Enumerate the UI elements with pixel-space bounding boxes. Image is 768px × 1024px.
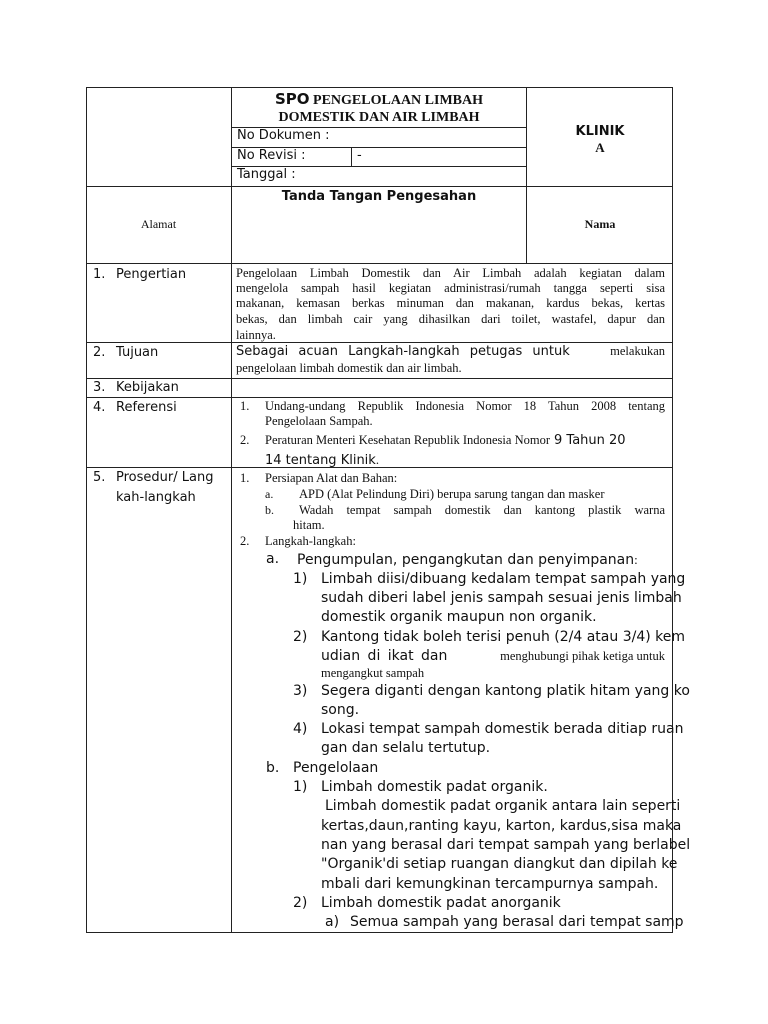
pengertian-line-3: makanan, kemasan berkas minuman dan makanan, kardus bekas, kertas xyxy=(236,296,665,310)
item-a3-line1: Segera diganti dengan kantong platik hitam yang ko xyxy=(321,683,690,699)
document-title-line1 xyxy=(232,90,526,109)
column-divider xyxy=(231,87,232,933)
substep-b-text: Pengelolaan xyxy=(293,760,379,776)
header-bottom-line xyxy=(86,186,673,187)
tujuan-text-a: Sebagai acuan Langkah-langkah petugas untuk xyxy=(236,344,570,359)
revision-divider xyxy=(351,147,352,167)
table-border-top xyxy=(86,87,673,88)
revision-value: - xyxy=(357,148,362,163)
referensi-item2-text-c: 14 tentang Klinik xyxy=(265,453,376,468)
substep-a-number: a. xyxy=(266,551,280,567)
section-number-prosedur: 5. xyxy=(93,470,106,485)
pengertian-line-1: Pengelolaan Limbah Domestik dan Air Limbah adalah kegiatan dalam xyxy=(236,266,665,280)
item-b1-line3: nan yang berasal dari tempat sampah yang berlabel xyxy=(321,837,691,853)
section-label-pengertian: Pengertian xyxy=(116,267,187,282)
item-a1-line1: Limbah diisi/dibuang kedalam tempat sampah yang xyxy=(321,571,686,587)
item-a2-text-a: udian di ikat dan xyxy=(321,648,448,664)
referensi-item1-line2: Pengelolaan Sampah. xyxy=(265,414,373,428)
item-a2-text-b: menghubungi pihak ketiga untuk xyxy=(500,649,665,663)
table-border-bottom xyxy=(86,932,673,933)
prosedur-step1b-line1: Wadah tempat sampah domestik dan kantong plastik warna xyxy=(299,503,665,517)
item-b2-title: Limbah domestik padat anorganik xyxy=(321,895,561,911)
item-a2-number: 2) xyxy=(293,629,308,645)
clinic-name: KLINIK xyxy=(575,124,625,139)
item-a1-line3: domestik organik maupun non organik. xyxy=(321,609,597,625)
item-b2a-number: a) xyxy=(325,914,340,930)
date-label: Tanggal : xyxy=(237,167,296,182)
referensi-item2-line2 xyxy=(265,451,379,469)
referensi-item1-line1: Undang-undang Republik Indonesia Nomor 18 Tahun 2008 tentang xyxy=(265,399,665,413)
section-number-tujuan: 2. xyxy=(93,345,106,360)
row-line-pengertian xyxy=(86,263,673,264)
item-b1-line2: kertas,daun,ranting kayu, karton, kardus,sisa maka xyxy=(321,818,682,834)
prosedur-step2-text: Langkah-langkah: xyxy=(265,534,356,548)
section-label-prosedur-line1: Prosedur/ Lang xyxy=(116,470,214,485)
item-b1-line5: mbali dari kemungkinan tercampurnya sampah. xyxy=(321,876,659,892)
pengertian-line-2: mengelola sampah hasil kegiatan administrasi/rumah tangga seperti sisa xyxy=(236,281,665,295)
title-prefix: SPO xyxy=(274,90,310,108)
tujuan-line-1 xyxy=(236,344,665,359)
section-label-prosedur-line2: kah-langkah xyxy=(116,490,196,505)
clinic-letter: A xyxy=(595,140,605,155)
item-b1-line1: Limbah domestik padat organik antara lain seperti xyxy=(325,798,681,814)
prosedur-step1-text: Persiapan Alat dan Bahan: xyxy=(265,471,398,485)
prosedur-step1a-number: a. xyxy=(265,487,274,501)
tujuan-text-b: melakukan xyxy=(610,344,665,358)
section-number-kebijakan: 3. xyxy=(93,380,106,395)
row-line-kebijakan xyxy=(86,378,673,379)
pengertian-line-4: bekas, dan limbah cair yang dihasilkan dari toilet, wastafel, dapur dan xyxy=(236,312,665,326)
header-divider-right xyxy=(526,87,527,264)
address-label: Alamat xyxy=(140,217,177,231)
document-title-line2: DOMESTIK DAN AIR LIMBAH xyxy=(278,110,480,125)
tujuan-line-2: pengelolaan limbah domestik dan air limbah. xyxy=(236,361,462,375)
pengertian-line-5: lainnya. xyxy=(236,328,276,342)
doc-number-label: No Dokumen : xyxy=(237,128,330,143)
signature-title: Tanda Tangan Pengesahan xyxy=(281,189,477,204)
referensi-item2-number: 2. xyxy=(240,433,250,447)
revision-label: No Revisi : xyxy=(237,148,306,163)
name-label: Nama xyxy=(584,217,616,231)
referensi-item1-number: 1. xyxy=(240,399,250,413)
item-b2-number: 2) xyxy=(293,895,308,911)
referensi-item2-text-b: 9 Tahun 20 xyxy=(554,433,626,448)
row-line-tujuan xyxy=(86,342,673,343)
item-a2-line2 xyxy=(321,648,665,664)
item-a2-line1: Kantong tidak boleh terisi penuh (2/4 atau 3/4) kem xyxy=(321,629,685,645)
item-b1-line4: "Organik'di setiap ruangan diangkut dan dipilah ke xyxy=(321,856,678,872)
prosedur-step1a-text: APD (Alat Pelindung Diri) berupa sarung tangan dan masker xyxy=(299,487,605,501)
item-a2-line3: mengangkut sampah xyxy=(321,666,425,680)
item-a1-number: 1) xyxy=(293,571,308,587)
item-a4-line1: Lokasi tempat sampah domestik berada ditiap ruan xyxy=(321,721,684,737)
item-b2a-text: Semua sampah yang berasal dari tempat samp xyxy=(350,914,684,930)
table-border-left xyxy=(86,87,87,933)
substep-a-colon: : xyxy=(634,552,638,567)
section-number-pengertian: 1. xyxy=(93,267,106,282)
substep-a-text: Pengumpulan, pengangkutan dan penyimpanan xyxy=(297,552,635,568)
prosedur-step2-number: 2. xyxy=(240,534,250,548)
row-line-referensi xyxy=(86,397,673,398)
title-rest: PENGELOLAAN LIMBAH xyxy=(313,93,484,108)
prosedur-step1-number: 1. xyxy=(240,471,250,485)
substep-b-number: b. xyxy=(266,760,280,776)
section-label-kebijakan: Kebijakan xyxy=(116,380,179,395)
item-a4-line2: gan dan selalu tertutup. xyxy=(321,740,491,756)
item-b1-number: 1) xyxy=(293,779,308,795)
item-a3-line2: song. xyxy=(321,702,360,718)
prosedur-step1b-line2: hitam. xyxy=(293,518,325,532)
referensi-item2-text-d: . xyxy=(375,453,379,467)
referensi-item2-text-a: Peraturan Menteri Kesehatan Republik Indonesia Nomor xyxy=(265,433,550,447)
row-line-prosedur xyxy=(86,467,673,468)
section-number-referensi: 4. xyxy=(93,400,106,415)
item-a3-number: 3) xyxy=(293,683,308,699)
item-a4-number: 4) xyxy=(293,721,308,737)
item-b1-title: Limbah domestik padat organik. xyxy=(321,779,548,795)
item-a1-line2: sudah diberi label jenis sampah sesuai jenis limbah xyxy=(321,590,682,606)
referensi-item2-line1 xyxy=(265,431,626,449)
prosedur-step1b-number: b. xyxy=(265,503,274,517)
substep-a-title xyxy=(297,551,638,569)
section-label-referensi: Referensi xyxy=(116,400,177,415)
section-label-tujuan: Tujuan xyxy=(116,345,159,360)
